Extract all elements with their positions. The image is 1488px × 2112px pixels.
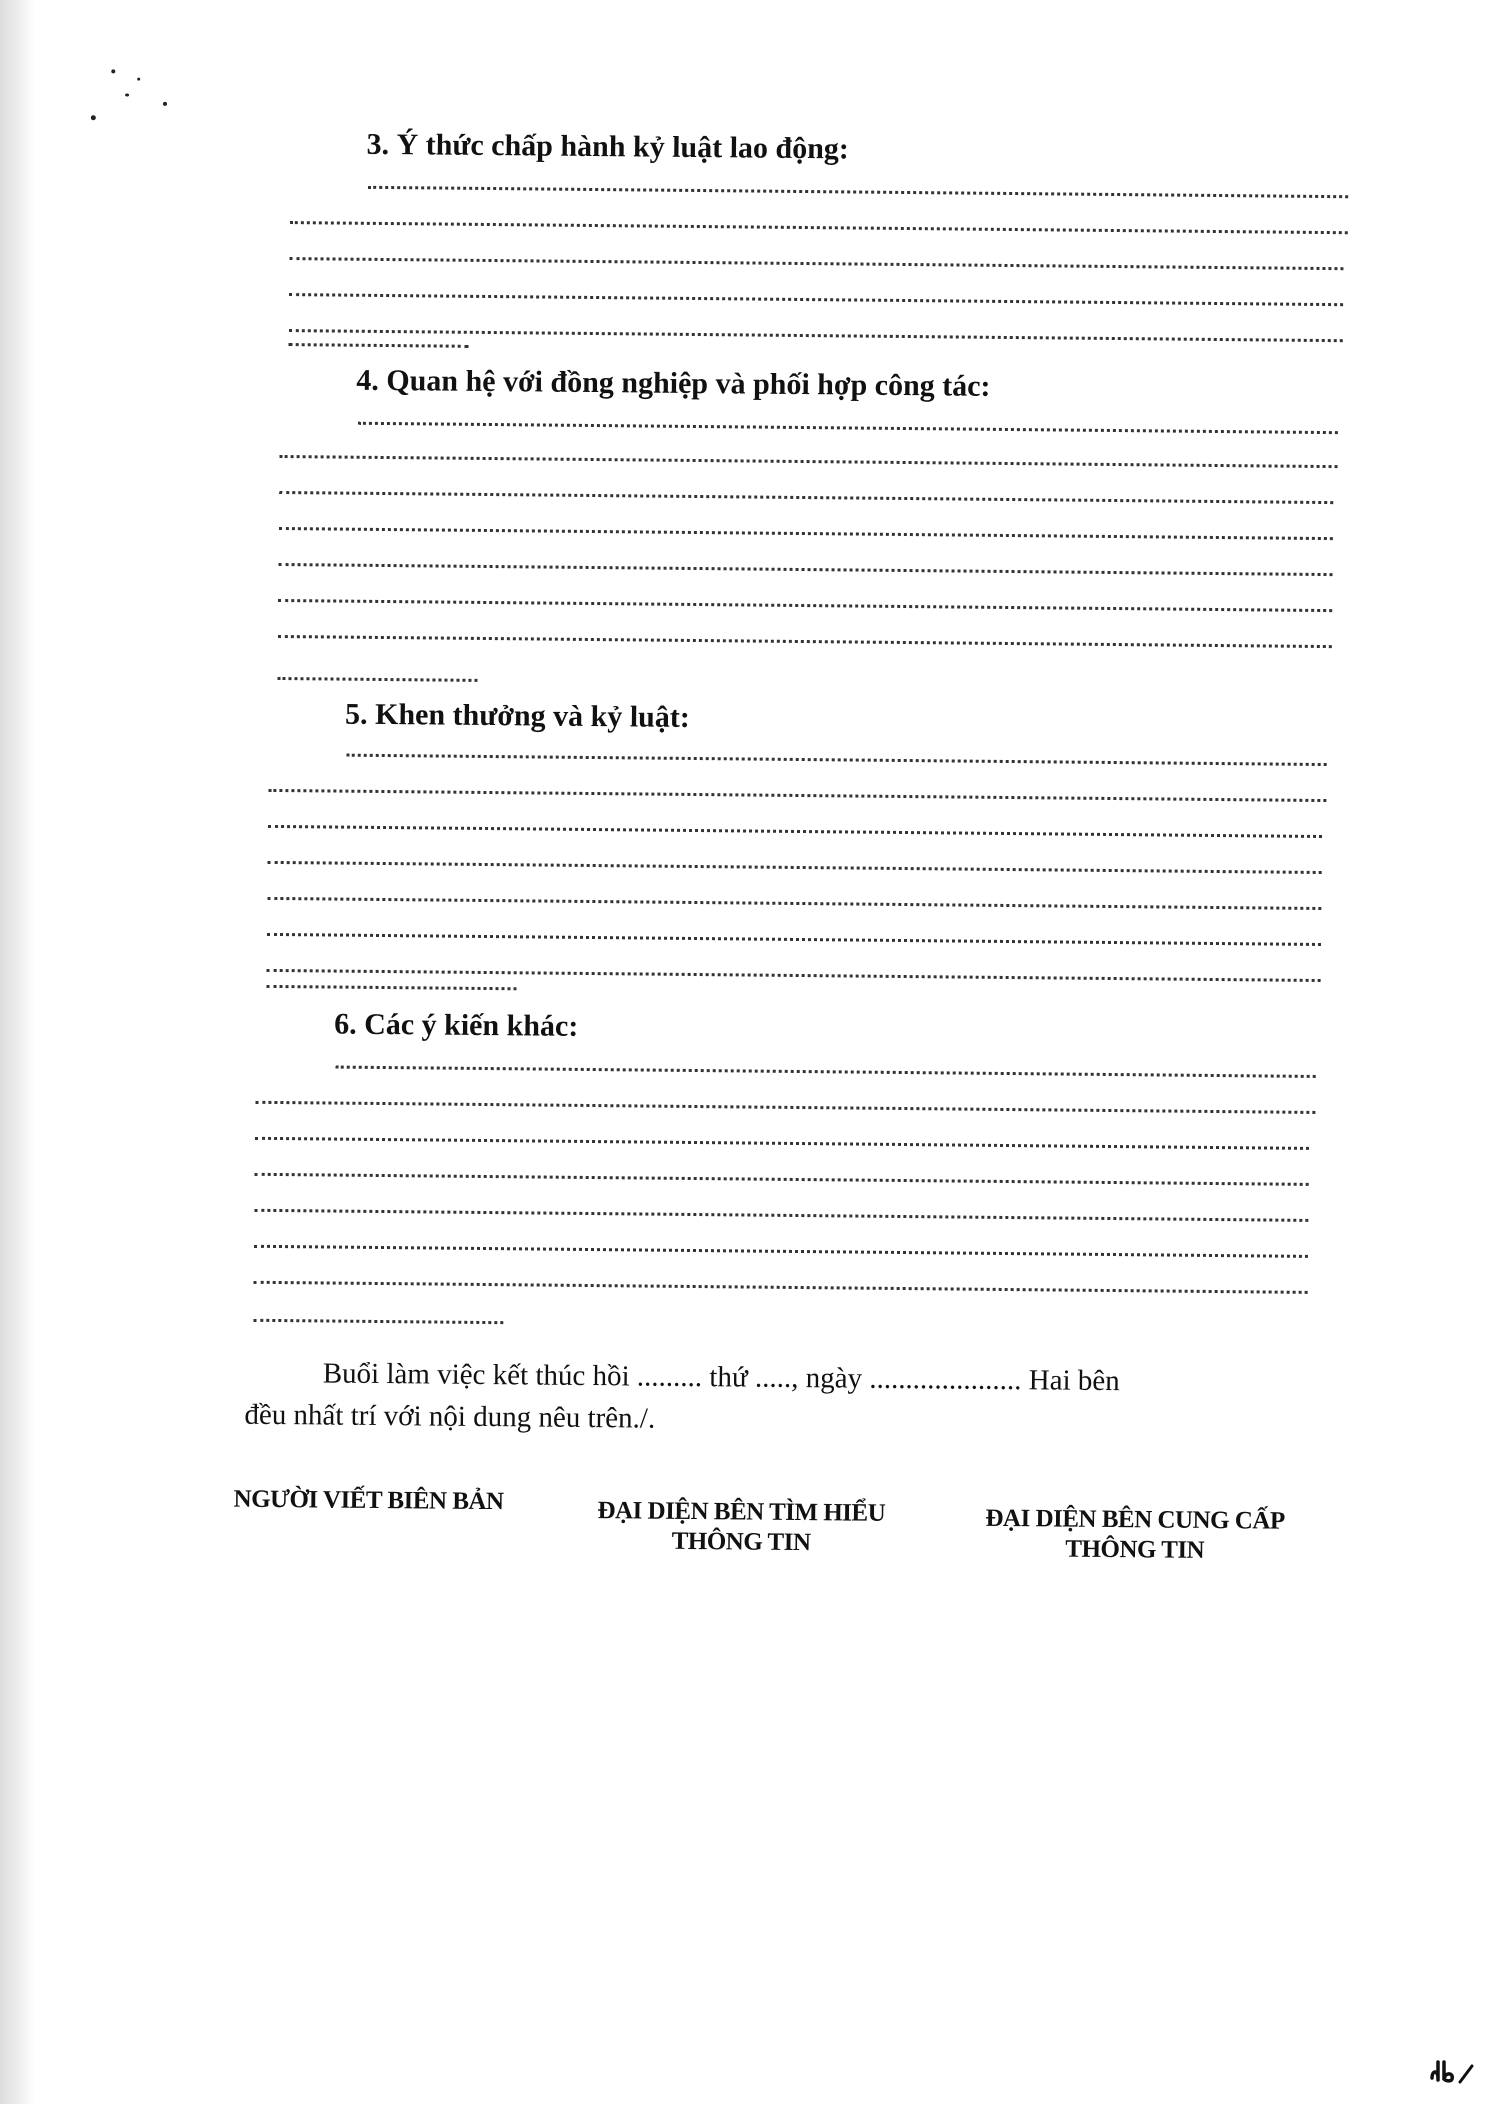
answer-line — [268, 789, 1326, 802]
answer-line — [278, 599, 1332, 612]
section-6-heading: 6. Các ý kiến khác: — [333, 1007, 579, 1043]
section-5-heading: 5. Khen thưởng và kỷ luật: — [344, 697, 690, 734]
answer-line — [268, 825, 1322, 838]
signature-title-provider-1: ĐẠI DIỆN BÊN CUNG CẤP — [985, 1504, 1285, 1535]
answer-line — [267, 933, 1321, 946]
answer-line — [358, 422, 1338, 434]
closing-line-1: Buổi làm việc kết thúc hồi ......... thứ ....., ngày ..................... Hai bên — [322, 1357, 1120, 1398]
answer-line — [280, 455, 1338, 468]
answer-line — [290, 221, 1348, 234]
signature-title-provider-2: THÔNG TIN — [1065, 1535, 1205, 1564]
answer-line — [368, 186, 1348, 198]
answer-line — [289, 343, 469, 348]
answer-line — [279, 563, 1333, 576]
answer-line — [268, 861, 1322, 874]
section-4-answer-lines — [0, 0, 1488, 9]
closing-line-2: đều nhất trí với nội dung nêu trên./. — [244, 1398, 656, 1435]
answer-line — [254, 1281, 1308, 1294]
scan-specks — [85, 61, 186, 132]
answer-line — [255, 1137, 1309, 1150]
section-3-heading: 3. Ý thức chấp hành kỷ luật lao động: — [366, 127, 850, 166]
answer-line — [278, 635, 1332, 648]
answer-line — [279, 491, 1333, 504]
signature-title-inquirer-1: ĐẠI DIỆN BÊN TÌM HIỂU — [597, 1497, 886, 1527]
answer-line — [289, 293, 1343, 306]
answer-line — [289, 329, 1343, 342]
signature-title-writer: NGƯỜI VIẾT BIÊN BẢN — [233, 1485, 504, 1516]
answer-line — [267, 969, 1321, 982]
answer-line — [253, 1319, 503, 1324]
signature-block-writer — [233, 1485, 503, 1518]
answer-line — [254, 1209, 1308, 1222]
signature-block-inquirer — [597, 1496, 885, 1559]
section-4-heading: 4. Quan hệ với đồng nghiệp và phối hợp công tác: — [356, 363, 991, 403]
answer-line — [255, 1101, 1315, 1114]
handwritten-initials-mark — [1426, 2048, 1476, 2088]
signature-block-provider — [985, 1504, 1285, 1567]
answer-line — [267, 985, 517, 990]
signature-title-inquirer-2: THÔNG TIN — [671, 1527, 811, 1557]
answer-line — [267, 897, 1321, 910]
answer-line — [255, 1173, 1309, 1186]
answer-line — [336, 1066, 1316, 1078]
answer-line — [277, 677, 477, 682]
answer-line — [289, 257, 1343, 270]
section-3-answer-lines — [0, 0, 1488, 9]
answer-line — [279, 527, 1333, 540]
section-6-answer-lines — [0, 0, 1488, 9]
answer-line — [254, 1245, 1308, 1258]
section-5-answer-lines — [0, 0, 1488, 9]
answer-line — [347, 754, 1327, 766]
